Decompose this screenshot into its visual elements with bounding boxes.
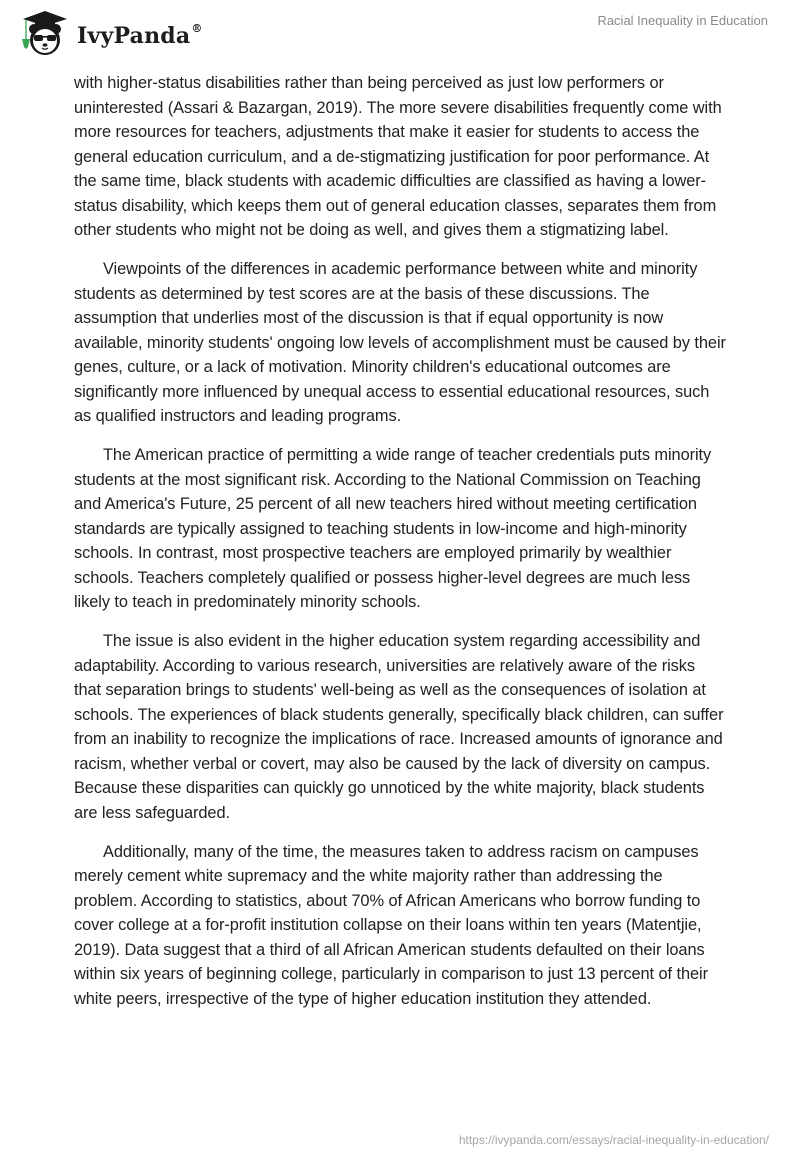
source-url-link[interactable]: https://ivypanda.com/essays/racial-inequality-in-education/ bbox=[458, 1133, 769, 1147]
panda-graduate-icon bbox=[17, 9, 73, 57]
paragraph: with higher-status disabilities rather than being perceived as just low performers or uninterested (Assari & Bazargan, 2019). The more severe disabilities frequently come with more resources for teachers, adjustments that make it easier for students to access the general education curriculum, and a de-stigmatizing justification for poor performance. At the same time, black students with academic difficulties are classified as having a lower-status disability, which keeps them out of general education classes, separates them from other students who might not be doing as well, and gives them a stigmatizing label. bbox=[74, 74, 722, 239]
paragraph: The American practice of permitting a wide range of teacher credentials puts minority students at the most significant risk. According to the National Commission on Teaching and America's Future, 25 percent of all new teachers hired without meeting certification standards are typically assigned to teaching students in low-income and high-minority schools. In contrast, most prospective teachers are employed primarily by wealthier schools. Teachers completely qualified or possess higher-level degrees are much less likely to teach in predominately minority schools. bbox=[74, 446, 712, 611]
essay-body bbox=[74, 71, 726, 1026]
brand-name-text: IvyPanda bbox=[77, 23, 191, 49]
page-header bbox=[0, 0, 800, 62]
paragraph: The issue is also evident in the higher education system regarding accessibility and adaptability. According to various research, universities are relatively aware of the risks that separation brings to students' well-being as well as the consequences of isolation at schools. The experiences of black students generally, specifically black children, can suffer from an inability to recognize the implications of race. Increased amounts of ignorance and racism, whether verbal or covert, may also be caused by the lack of diversity on campus. Because these disparities can quickly go unnoticed by the white majority, black students are less safeguarded. bbox=[74, 632, 724, 822]
paragraph: Viewpoints of the differences in academic performance between white and minority students as determined by test scores are at the basis of these discussions. The assumption that underlies most of the discussion is that if equal opportunity is now available, minority students' ongoing low levels of accomplishment must be caused by their genes, culture, or a lack of motivation. Minority children's educational outcomes are significantly more influenced by unequal access to essential educational resources, such as qualified instructors and leading programs. bbox=[74, 260, 726, 425]
registered-mark: ® bbox=[191, 21, 203, 35]
brand-name bbox=[77, 23, 203, 49]
paragraph: Additionally, many of the time, the measures taken to address racism on campuses merely cement white supremacy and the white majority rather than addressing the problem. According to statistics, about 70% of African Americans who borrow funding to cover college at a for-profit institution collapse on their loans within ten years (Matentjie, 2019). Data suggest that a third of all African American students defaulted on their loans within six years of beginning college, particularly in comparison to just 13 percent of their white peers, irrespective of the type of higher education institution they attended. bbox=[74, 842, 708, 1008]
document-title: Racial Inequality in Education bbox=[597, 13, 768, 28]
brand-logo[interactable] bbox=[17, 9, 203, 57]
